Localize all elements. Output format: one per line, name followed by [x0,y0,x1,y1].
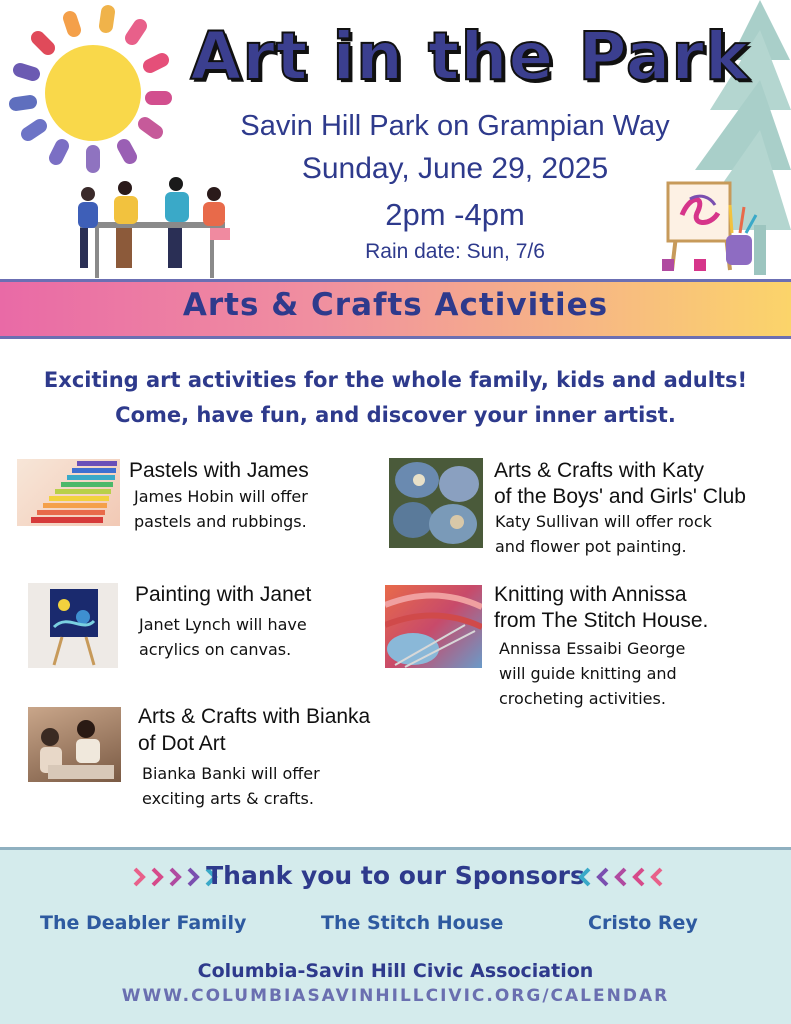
painted-rocks-image [389,458,483,548]
activity-desc-pastels-2: pastels and rubbings. [134,512,307,531]
people-at-table-icon [70,172,240,280]
arrows-left-icon [571,866,663,888]
activity-desc-annissa-3: crocheting activities. [499,689,666,708]
sponsor-stitch-house: The Stitch House [321,912,504,934]
activity-desc-katy-2: and flower pot painting. [495,537,687,556]
activity-desc-painting-1: Janet Lynch will have [139,615,307,634]
sponsors-title: Thank you to our Sponsors [206,861,585,890]
activity-title-bianka-1: Arts & Crafts with Bianka [138,705,371,728]
intro-line-1: Exciting art activities for the whole family, kids and adults! [43,368,748,392]
activity-title-pastels: Pastels with James [129,459,309,482]
easel-icon [660,175,770,275]
event-time: 2pm -4pm [385,197,525,232]
activity-desc-annissa-1: Annissa Essaibi George [499,639,686,658]
event-title: Art in the Park [190,18,750,95]
rain-date: Rain date: Sun, 7/6 [365,240,545,263]
painting-image [28,583,118,668]
knitting-image [385,585,482,668]
activity-desc-bianka-2: exciting arts & crafts. [142,789,314,808]
dot-art-image [28,707,121,782]
activity-desc-katy-1: Katy Sullivan will offer rock [495,512,712,531]
sponsor-cristo-rey: Cristo Rey [588,912,698,934]
activity-desc-bianka-1: Bianka Banki will offer [142,764,320,783]
sun-icon [0,0,180,180]
activity-title-katy-2: of the Boys' and Girls' Club [494,485,746,508]
activity-title-painting: Painting with Janet [135,583,312,606]
activities-banner-label: Arts & Crafts Activities [182,287,609,323]
activity-title-katy-1: Arts & Crafts with Katy [494,459,705,482]
activity-desc-painting-2: acrylics on canvas. [139,640,292,659]
intro-line-2: Come, have fun, and discover your inner artist. [115,403,676,427]
activity-title-annissa-2: from The Stitch House. [494,609,709,632]
pastels-image [17,459,120,526]
activity-title-annissa-1: Knitting with Annissa [494,583,687,606]
activity-desc-pastels-1: James Hobin will offer [134,487,308,506]
activity-desc-annissa-2: will guide knitting and [499,664,677,683]
calendar-url[interactable]: WWW.COLUMBIASAVINHILLCIVIC.ORG/CALENDAR [121,986,670,1006]
activity-title-bianka-2: of Dot Art [138,732,226,755]
event-date: Sunday, June 29, 2025 [301,152,609,185]
event-venue: Savin Hill Park on Grampian Way [240,110,670,142]
civic-association: Columbia-Savin Hill Civic Association [197,960,594,982]
sponsor-deabler-family: The Deabler Family [40,912,247,934]
